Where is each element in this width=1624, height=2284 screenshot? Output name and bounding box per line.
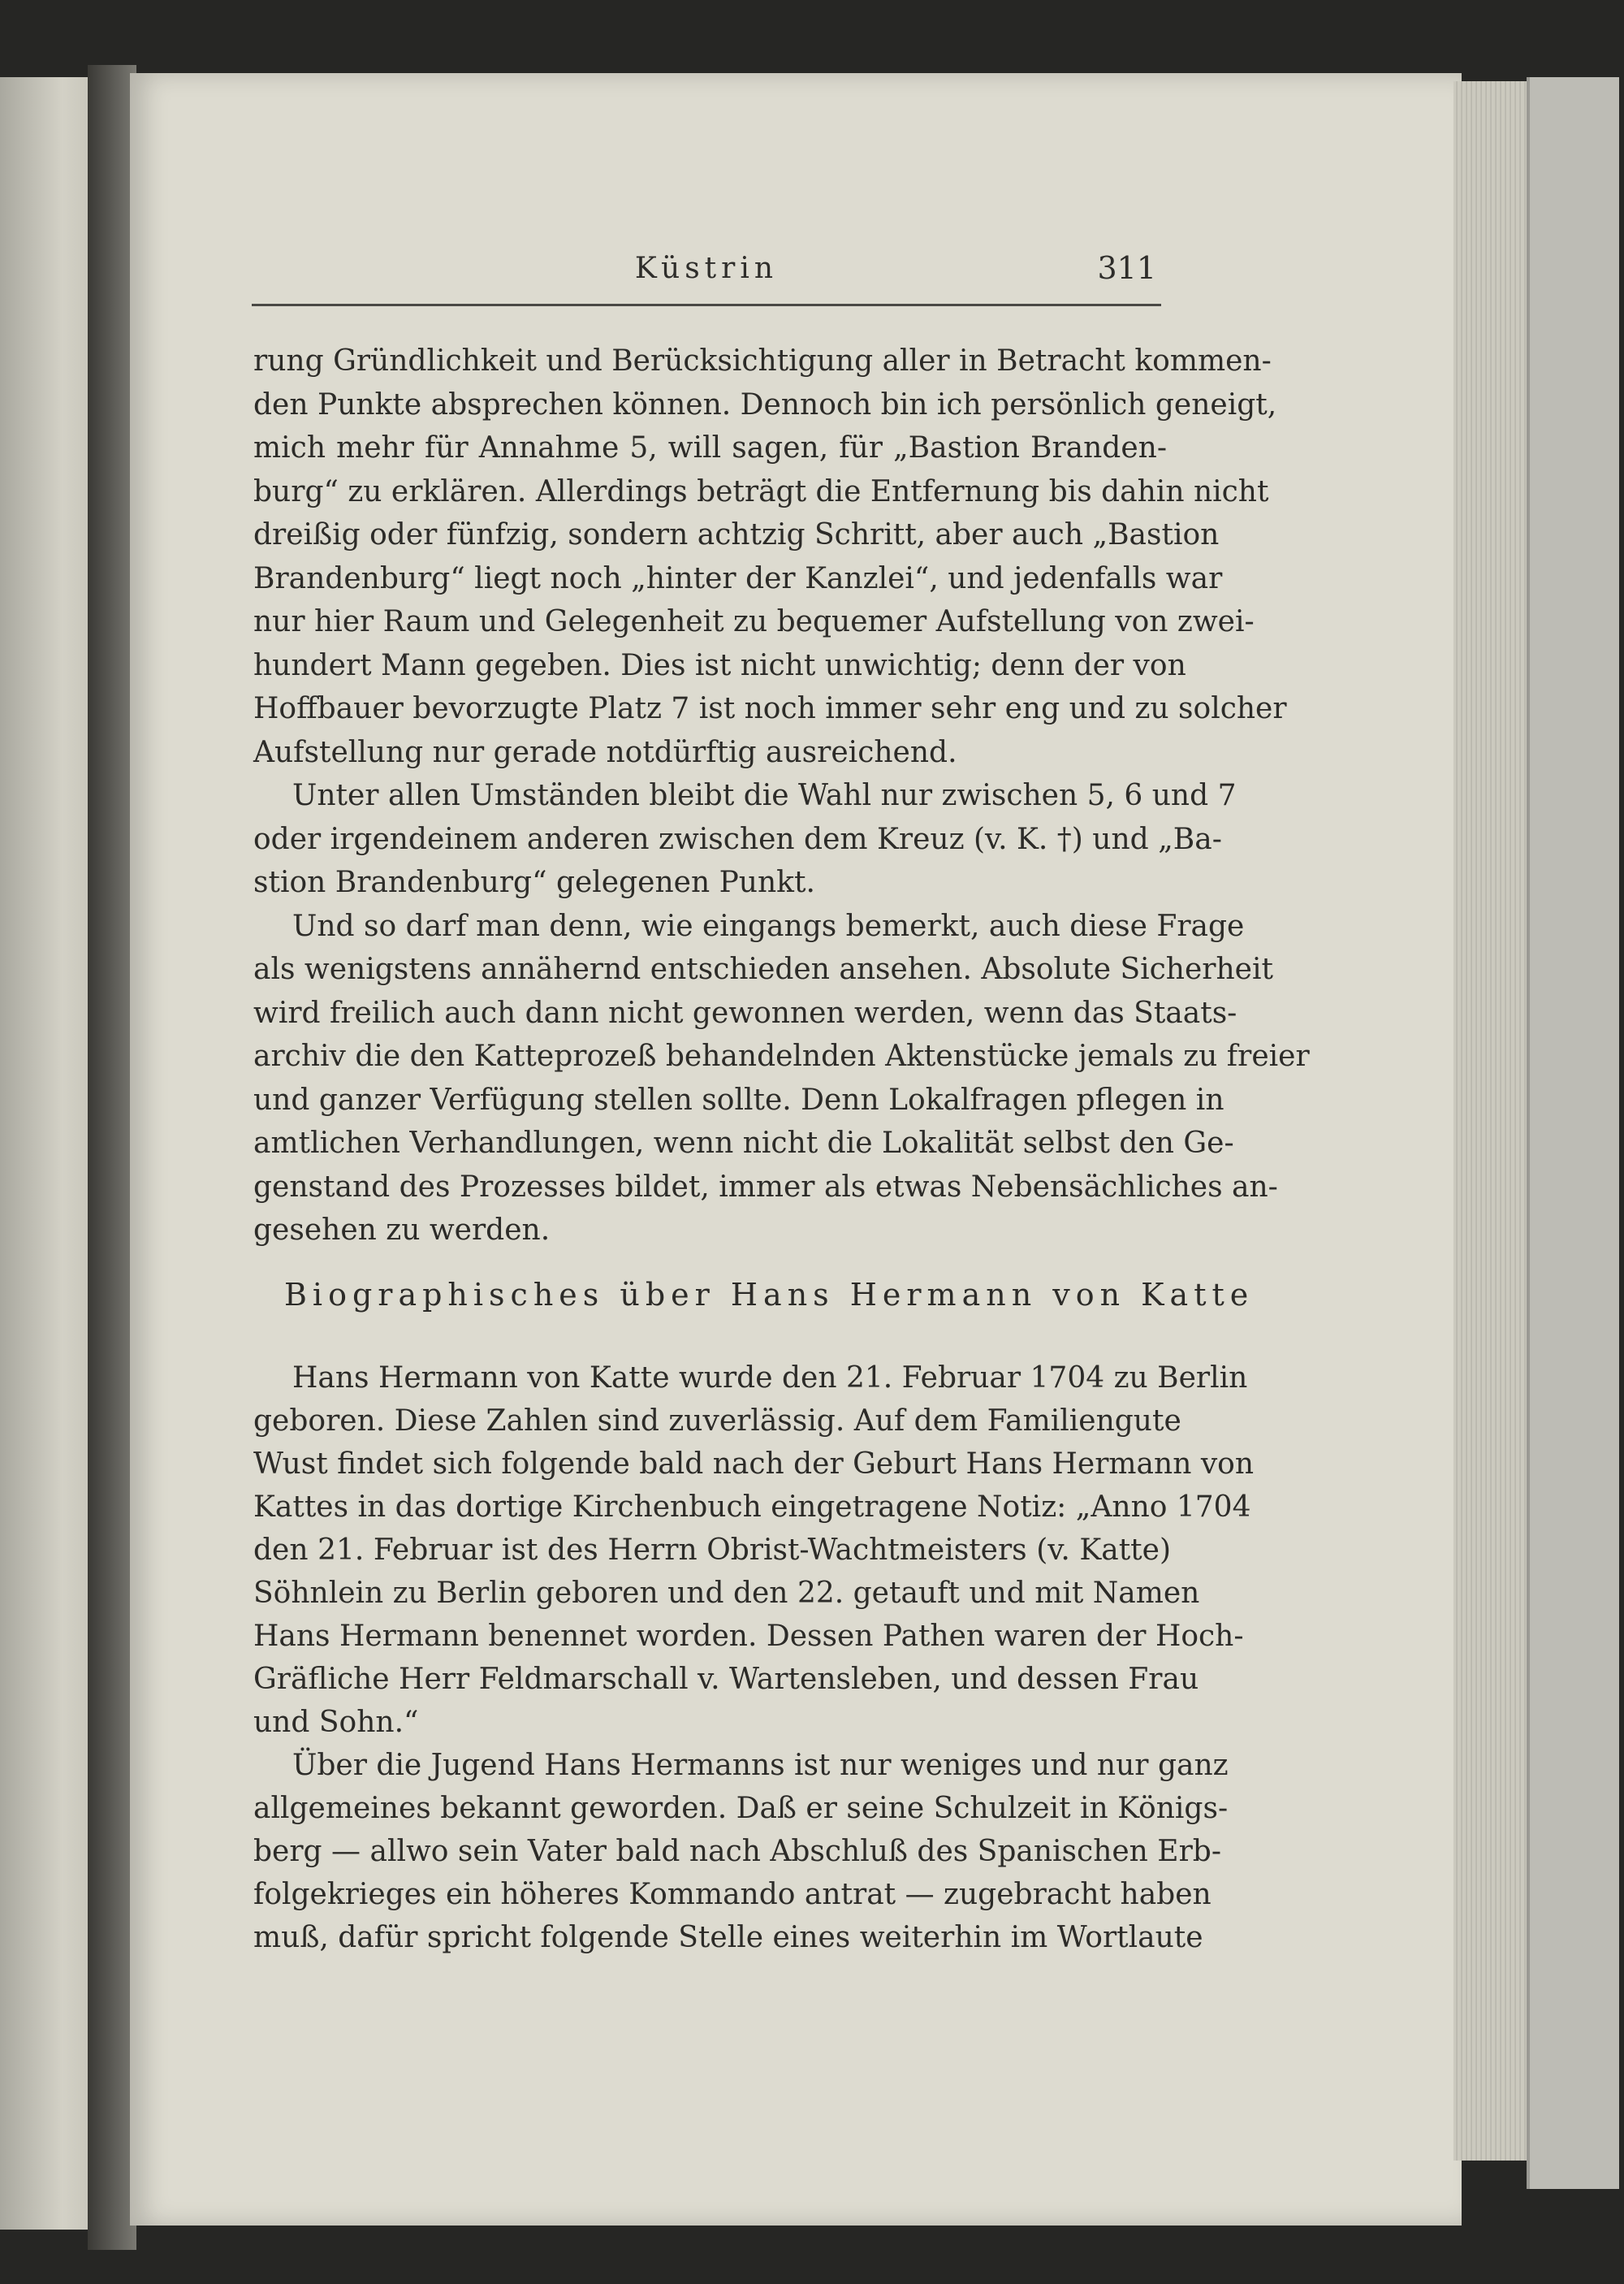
book-cover-edge — [1527, 77, 1619, 2189]
text-line: als wenigstens annähernd entschieden ansehen. Absolute Sicherheit — [253, 953, 1273, 986]
text-line: oder irgendeinem anderen zwischen dem Kreuz (v. K. †) und „Ba- — [253, 822, 1222, 856]
text-line: berg — allwo sein Vater bald nach Abschluß des Spanischen Erb- — [253, 1835, 1222, 1868]
text-line: Unter allen Umständen bleibt die Wahl nur zwischen 5, 6 und 7 — [292, 779, 1237, 812]
text-line: Gräfliche Herr Feldmarschall v. Wartensleben, und dessen Frau — [253, 1663, 1199, 1696]
text-line: rung Gründlichkeit und Berücksichtigung aller in Betracht kommen- — [253, 344, 1272, 378]
paragraph — [253, 774, 1237, 905]
page-edges — [1453, 81, 1527, 2161]
text-line: geboren. Diese Zahlen sind zuverlässig. Auf dem Familiengute — [253, 1404, 1181, 1438]
text-line: hundert Mann gegeben. Dies ist nicht unwichtig; denn der von — [253, 648, 1186, 682]
text-line: burg“ zu erklären. Allerdings beträgt die Entfernung bis dahin nicht — [253, 474, 1269, 508]
paragraph — [253, 905, 1310, 1252]
paragraph — [253, 1744, 1229, 1959]
paragraph — [253, 340, 1287, 774]
text-line: Hans Hermann benennet worden. Dessen Pathen waren der Hoch- — [253, 1620, 1244, 1653]
page-number: 311 — [1097, 250, 1156, 286]
text-line: Aufstellung nur gerade notdürftig ausreichend. — [253, 735, 957, 769]
text-line: Kattes in das dortige Kirchenbuch eingetragene Notiz: „Anno 1704 — [253, 1490, 1251, 1524]
paragraph — [253, 1356, 1255, 1744]
page-header — [252, 242, 1161, 306]
text-line: und Sohn.“ — [253, 1706, 419, 1739]
text-line: Wust findet sich folgende bald nach der Geburt Hans Hermann von — [253, 1447, 1255, 1481]
text-line: Und so darf man denn, wie eingangs bemerkt, auch diese Frage — [292, 909, 1245, 943]
text-line: Söhnlein zu Berlin geboren und den 22. getauft und mit Namen — [253, 1577, 1200, 1610]
text-line: den 21. Februar ist des Herrn Obrist-Wachtmeisters (v. Katte) — [253, 1533, 1171, 1567]
text-line: Hans Hermann von Katte wurde den 21. Februar 1704 zu Berlin — [292, 1361, 1248, 1395]
text-line: mich mehr für Annahme 5, will sagen, für „Bastion Branden- — [253, 431, 1167, 465]
body-text-top — [253, 340, 1310, 1252]
text-line: amtlichen Verhandlungen, wenn nicht die Lokalität selbst den Ge- — [253, 1127, 1234, 1160]
text-line: den Punkte absprechen können. Dennoch bin ich persönlich geneigt, — [253, 387, 1277, 422]
text-line: Brandenburg“ liegt noch „hinter der Kanzlei“, und jedenfalls war — [253, 561, 1223, 595]
text-line: und ganzer Verfügung stellen sollte. Denn Lokalfragen pflegen in — [253, 1083, 1224, 1117]
left-page-edge — [0, 77, 89, 2230]
book-gutter — [88, 65, 136, 2250]
text-line: muß, dafür spricht folgende Stelle eines weiterhin im Wortlaute — [253, 1921, 1203, 1954]
text-line: genstand des Prozesses bildet, immer als etwas Nebensächliches an- — [253, 1170, 1278, 1204]
text-line: Hoffbauer bevorzugte Platz 7 ist noch immer sehr eng und zu solcher — [253, 692, 1287, 725]
text-line: stion Brandenburg“ gelegenen Punkt. — [253, 866, 815, 899]
running-head: Küstrin — [634, 252, 779, 285]
text-line: wird freilich auch dann nicht gewonnen werden, wenn das Staats- — [253, 996, 1237, 1030]
text-line: allgemeines bekannt geworden. Daß er seine Schulzeit in Königs- — [253, 1792, 1229, 1825]
section-title: Biographisches über Hans Hermann von Katte — [284, 1277, 1255, 1313]
text-line: archiv die den Katteprozeß behandelnden Aktenstücke jemals zu freier — [253, 1040, 1310, 1073]
text-line: gesehen zu werden. — [253, 1213, 551, 1247]
text-line: folgekrieges ein höheres Kommando antrat — zugebracht haben — [253, 1878, 1212, 1911]
body-text-bottom — [253, 1356, 1255, 1959]
text-line: Über die Jugend Hans Hermanns ist nur weniges und nur ganz — [292, 1749, 1229, 1782]
text-line: nur hier Raum und Gelegenheit zu bequemer Aufstellung von zwei- — [253, 605, 1255, 638]
text-line: dreißig oder fünfzig, sondern achtzig Schritt, aber auch „Bastion — [253, 518, 1220, 552]
